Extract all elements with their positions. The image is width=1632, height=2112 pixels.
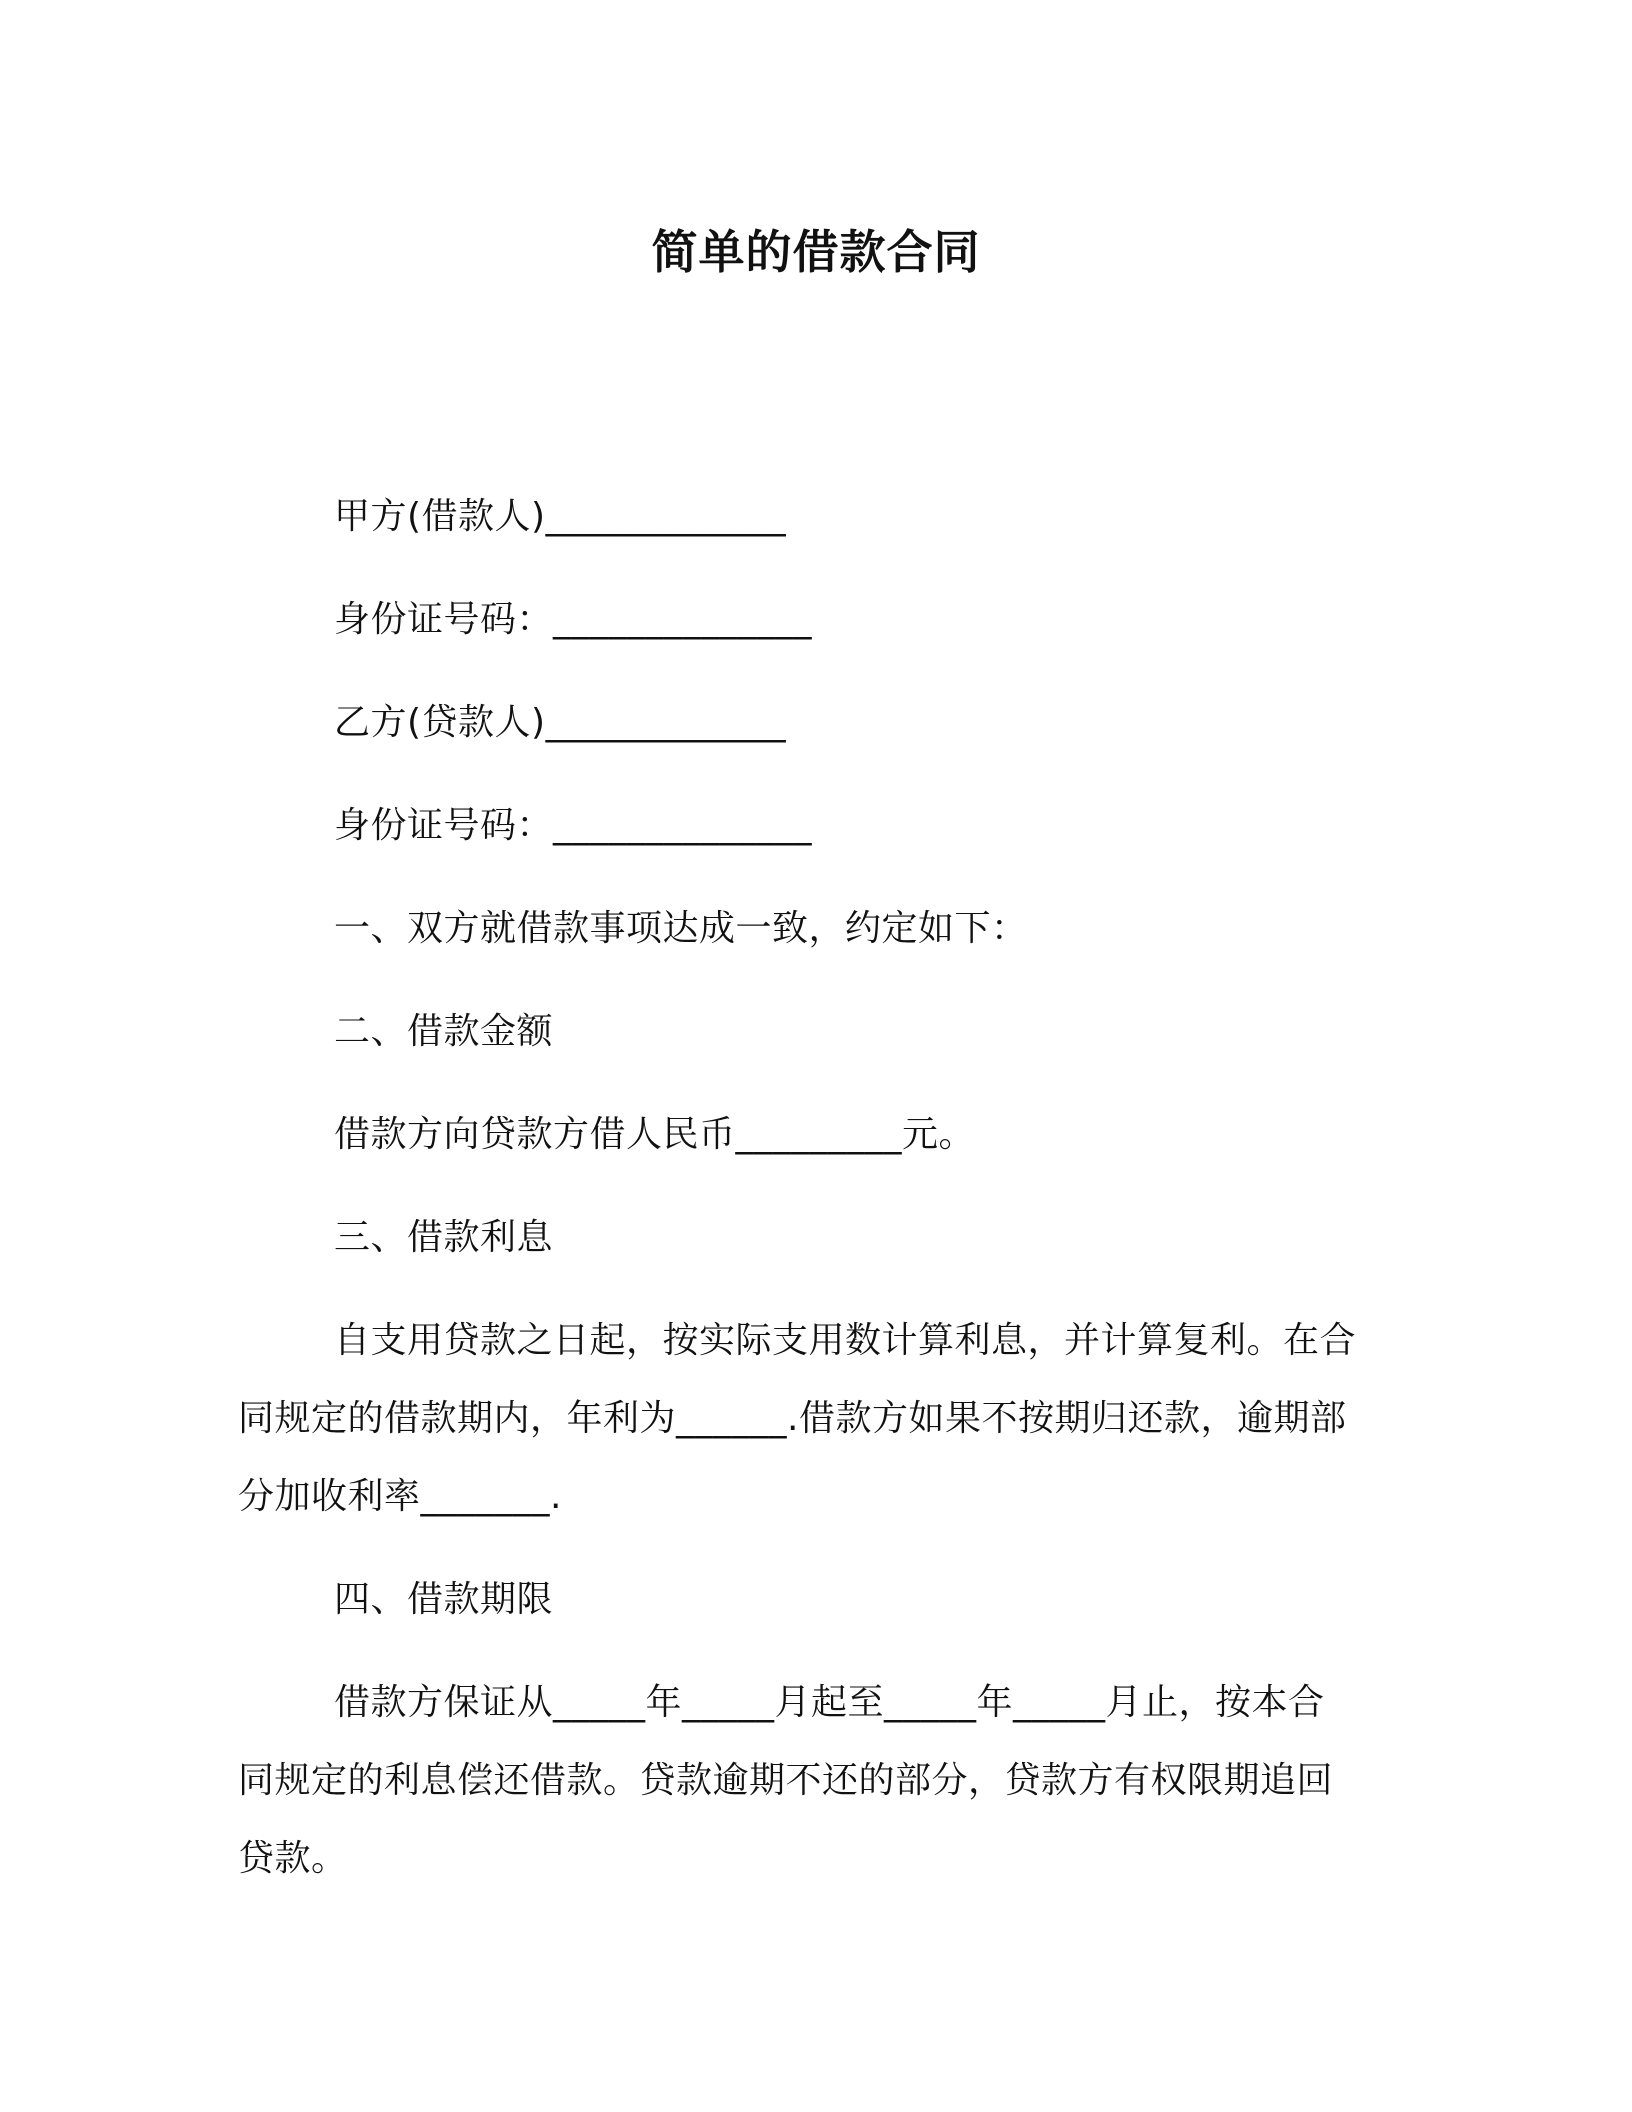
party-b-line: 乙方(贷款人)_____________ xyxy=(334,702,787,743)
document-title: 简单的借款合同 xyxy=(651,225,981,279)
clause-1-text: 一、双方就借款事项达成一致，约定如下： xyxy=(334,908,1028,949)
clause-3-line: 分加收利率_______. xyxy=(238,1476,562,1517)
clause-4-line: 借款方保证从_____年_____月起至_____年_____月止，按本合 xyxy=(334,1682,1325,1723)
party-b-id-line: 身份证号码：______________ xyxy=(334,805,813,846)
clause-3-line: 同规定的借款期内，年利为______.借款方如果不按期归还款，逾期部 xyxy=(238,1398,1347,1439)
clause-2-text: 借款方向贷款方借人民币_________元。 xyxy=(334,1114,976,1155)
party-a-id-line: 身份证号码：______________ xyxy=(334,599,813,640)
clause-4-heading: 四、借款期限 xyxy=(334,1579,554,1620)
party-a-line: 甲方(借款人)_____________ xyxy=(334,496,787,537)
clause-3-heading: 三、借款利息 xyxy=(334,1217,554,1258)
clause-4-line: 贷款。 xyxy=(238,1838,348,1879)
clause-4-line: 同规定的利息偿还借款。贷款逾期不还的部分，贷款方有权限期追回 xyxy=(238,1760,1334,1801)
clause-3-line: 自支用贷款之日起，按实际支用数计算利息，并计算复利。在合 xyxy=(334,1320,1357,1361)
clause-2-heading: 二、借款金额 xyxy=(334,1011,554,1052)
